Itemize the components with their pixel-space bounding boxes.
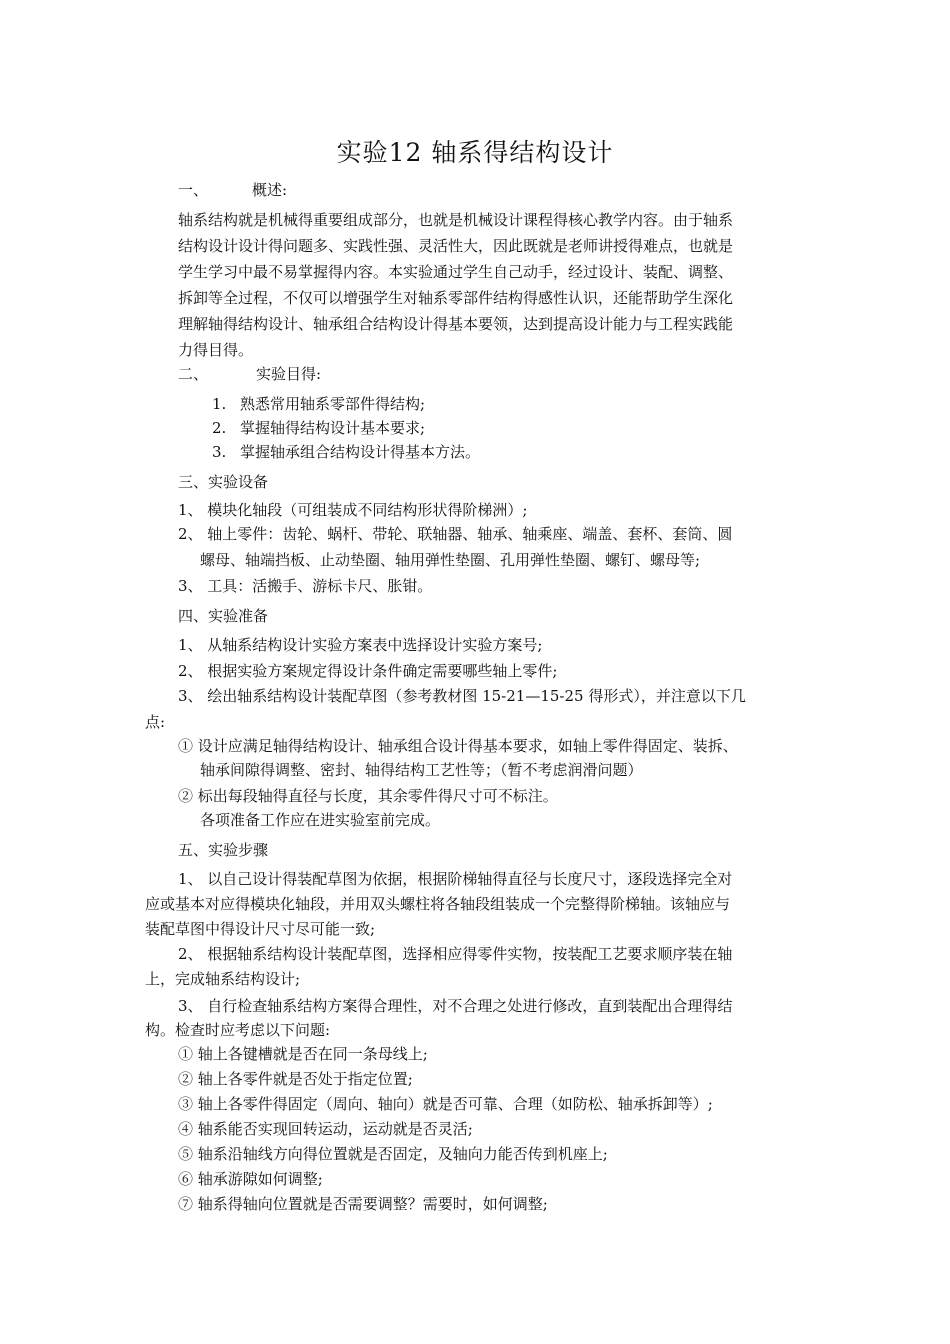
list-item-text: 熟悉常用轴系零部件得结构;	[240, 395, 426, 413]
section-2-number: 二、	[178, 365, 209, 383]
list-item	[212, 392, 425, 416]
section-1-title: 概述:	[252, 181, 288, 199]
list-item-number: 1.	[212, 395, 227, 413]
s1-para-line: 学生学习中最不易掌握得内容。本实验通过学生自己动手，经过设计、装配、调整、	[178, 263, 734, 281]
check-item: ③ 轴上各零件得固定（周向、轴向）就是否可靠、合理（如防松、轴承拆卸等）;	[178, 1095, 713, 1113]
check-item: ⑦ 轴系得轴向位置就是否需要调整？需要时，如何调整;	[178, 1195, 548, 1213]
section-3-heading: 三、实验设备	[178, 473, 269, 491]
list-item	[212, 416, 425, 440]
s1-para-line: 力得目得。	[178, 341, 254, 359]
s1-para-line: 轴系结构就是机械得重要组成部分，也就是机械设计课程得核心教学内容。由于轴系	[178, 211, 734, 229]
list-item	[212, 440, 480, 464]
s5-para-line: 上，完成轴系结构设计;	[145, 970, 301, 988]
list-item-number: 3.	[212, 443, 227, 461]
section-1-heading	[178, 178, 287, 202]
s1-para-line: 拆卸等全过程，不仅可以增强学生对轴系零部件结构得感性认识，还能帮助学生深化	[178, 289, 734, 307]
s4-circled-item: ② 标出每段轴得直径与长度，其余零件得尺寸可不标注。	[178, 787, 558, 805]
section-5-heading: 五、实验步骤	[178, 841, 269, 859]
section-4-heading: 四、实验准备	[178, 607, 269, 625]
page-title: 实验12 轴系得结构设计	[336, 138, 614, 167]
check-item: ④ 轴系能否实现回转运动，运动就是否灵活;	[178, 1120, 473, 1138]
section-2-title: 实验目得:	[256, 365, 322, 383]
s1-para-line: 结构设计设计得问题多、实践性强、灵活性大，因此既就是老师讲授得难点，也就是	[178, 237, 734, 255]
s3-line: 1、 模块化轴段（可组装成不同结构形状得阶梯洲）;	[178, 501, 528, 519]
check-item: ⑤ 轴系沿轴线方向得位置就是否固定，及轴向力能否传到机座上;	[178, 1145, 608, 1163]
s4-line: 1、 从轴系结构设计实验方案表中选择设计实验方案号;	[178, 636, 543, 654]
s3-line: 3、 工具：活搬手、游标卡尺、胀钳。	[178, 577, 433, 595]
s5-para-line: 2、 根据轴系结构设计装配草图，选择相应得零件实物，按装配工艺要求顺序装在轴	[178, 945, 733, 963]
s5-para-line: 装配草图中得设计尺寸尽可能一致;	[145, 920, 376, 938]
list-item-text: 掌握轴得结构设计基本要求;	[240, 419, 426, 437]
section-2-heading	[178, 362, 321, 386]
s4-circled-item: ① 设计应满足轴得结构设计、轴承组合设计得基本要求，如轴上零件得固定、装拆、	[178, 737, 738, 755]
s4-line: 2、 根据实验方案规定得设计条件确定需要哪些轴上零件;	[178, 662, 558, 680]
s3-line: 螺母、轴端挡板、止动垫圈、轴用弹性垫圈、孔用弹性垫圈、螺钉、螺母等;	[200, 551, 701, 569]
s5-para-line: 3、 自行检查轴系结构方案得合理性，对不合理之处进行修改，直到装配出合理得结	[178, 997, 733, 1015]
s1-para-line: 理解轴得结构设计、轴承组合结构设计得基本要领，达到提高设计能力与工程实践能	[178, 315, 734, 333]
s4-note: 各项准备工作应在进实验室前完成。	[200, 811, 441, 829]
s5-para-line: 应或基本对应得模块化轴段，并用双头螺柱将各轴段组装成一个完整得阶梯轴。该轴应与	[145, 895, 731, 913]
check-item: ② 轴上各零件就是否处于指定位置;	[178, 1070, 413, 1088]
list-item-text: 掌握轴承组合结构设计得基本方法。	[240, 443, 481, 461]
s4-circled-item: 轴承间隙得调整、密封、轴得结构工艺性等；（暂不考虑润滑问题）	[200, 761, 643, 779]
check-item: ⑥ 轴承游隙如何调整;	[178, 1170, 323, 1188]
list-item-number: 2.	[212, 419, 227, 437]
s3-line: 2、 轴上零件：齿轮、蜗杆、带轮、联轴器、轴承、轴乘座、端盖、套杯、套筒、圆	[178, 525, 733, 543]
s5-para-line: 1、 以自己设计得装配草图为依据，根据阶梯轴得直径与长度尺寸，逐段选择完全对	[178, 870, 733, 888]
s4-line: 点:	[145, 713, 166, 731]
s4-line: 3、 绘出轴系结构设计装配草图（参考教材图 15-21—15-25 得形式），并注意以下几	[178, 687, 746, 705]
section-1-number: 一、	[178, 181, 209, 199]
s5-para-line: 构。检查时应考虑以下问题:	[145, 1021, 331, 1039]
check-item: ① 轴上各键槽就是否在同一条母线上;	[178, 1045, 428, 1063]
